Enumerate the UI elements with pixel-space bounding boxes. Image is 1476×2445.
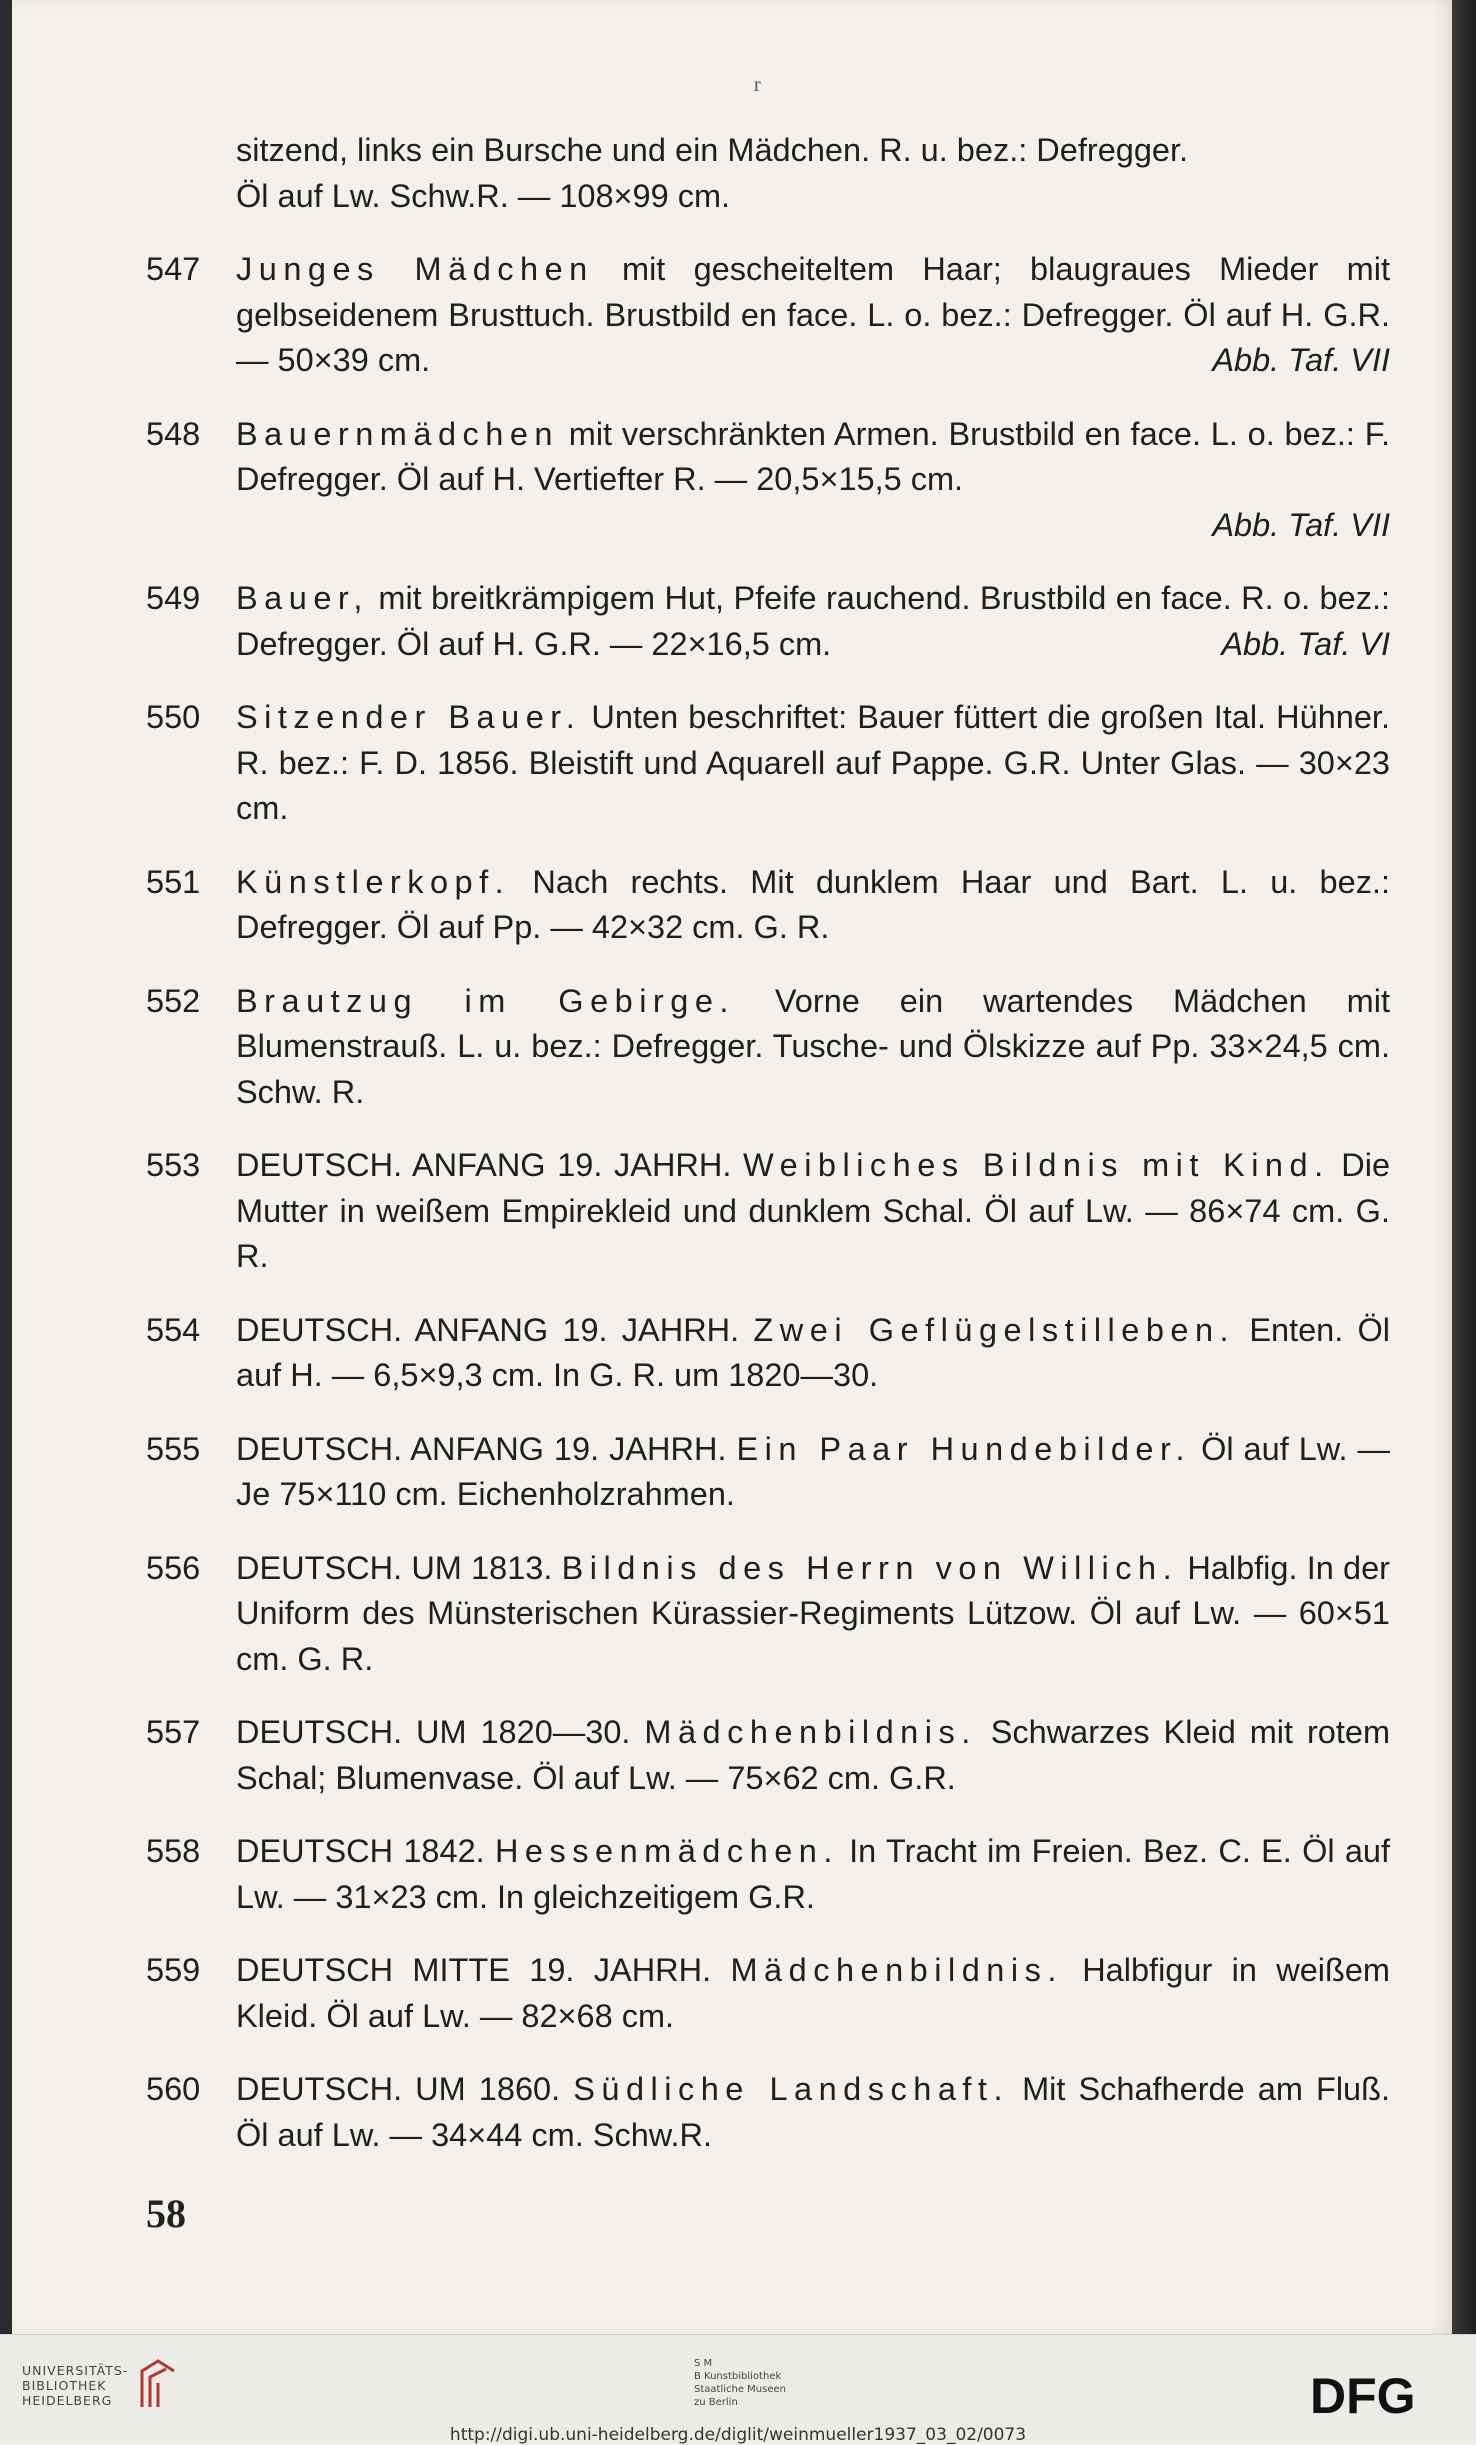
entry-text: In Tracht im Freien. Bez. C. E. Öl auf Lw. — 31×23 cm. In gleichzeitigem G.R.	[236, 1833, 1391, 1915]
dfg-logo[interactable]	[1310, 2369, 1454, 2419]
entry-attribution: DEUTSCH. ANFANG 19. JAHRH.	[236, 1311, 740, 1348]
entry-text: mit verschränkten Armen. Brustbild en face. L. o. bez.: F. Defregger. Öl auf H. Vertiefter R. — 20,5×15,5 cm.	[236, 415, 1390, 497]
entry-text: Öl auf Lw. — Je 75×110 cm. Eichenholzrahmen.	[236, 1430, 1390, 1512]
entry-number: 548	[146, 415, 201, 452]
catalog-entry-547	[146, 247, 1391, 384]
entry-number: 560	[146, 2071, 201, 2107]
logo-text-line: HEIDELBERG	[22, 2393, 113, 2408]
entry-attribution: DEUTSCH. UM 1813.	[236, 1549, 553, 1586]
plate-reference: Abb. Taf. VII	[1212, 342, 1390, 378]
page-mark: r	[754, 74, 761, 96]
catalog-entry-555	[146, 1427, 1390, 1518]
catalog-entry-548	[146, 412, 1390, 549]
entry-attribution: DEUTSCH. ANFANG 19. JAHRH.	[236, 1147, 732, 1183]
catalog-entry-559	[146, 1948, 1391, 2039]
entry-number: 559	[146, 1952, 201, 1988]
entry-number: 549	[146, 580, 201, 616]
logo-text-line: BIBLIOTHEK	[22, 2378, 107, 2393]
entry-text: Die Mutter in weißem Empirekleid und dunklem Schal. Öl auf Lw. — 86×74 cm. G. R.	[236, 1147, 1391, 1274]
page-number: 58	[146, 2191, 186, 2236]
logo-text-line: B Kunstbibliothek	[694, 2371, 782, 2382]
entry-text: mit gescheiteltem Haar; blaugraues Mieder mit gelbseidenem Brusttuch. Brustbild en face. L. o. bez.: Defregger. Öl auf H. G.R. — 50×39 cm.	[236, 251, 1391, 378]
entry-attribution: DEUTSCH. ANFANG 19. JAHRH.	[236, 1430, 727, 1467]
entry-line: sitzend, links ein Bursche und ein Mädchen. R. u. bez.: Defregger.	[236, 132, 1189, 168]
entry-title: Zwei Geflügelstilleben.	[753, 1311, 1236, 1348]
entry-text: Nach rechts. Mit dunklem Haar und Bart. L. u. bez.: Defregger. Öl auf Pp. — 42×32 cm. G. R.	[236, 863, 1390, 945]
logo-text-line: zu Berlin	[694, 2397, 738, 2408]
entry-attribution: DEUTSCH MITTE 19. JAHRH.	[236, 1952, 712, 1988]
entry-title: Junges Mädchen	[236, 251, 594, 287]
entry-number: 553	[146, 1147, 201, 1183]
logo-text-line: S M	[694, 2358, 713, 2369]
catalog-entry-550	[146, 695, 1390, 832]
entry-number: 550	[146, 699, 201, 735]
viewer-footer	[0, 2334, 1476, 2443]
entry-title: Bauernmädchen	[236, 415, 559, 452]
entry-number: 555	[146, 1430, 201, 1467]
entry-title: Südliche Landschaft.	[573, 2071, 1009, 2107]
entry-title: Künstlerkopf.	[236, 863, 511, 900]
entry-title: Ein Paar Hundebilder.	[736, 1430, 1192, 1467]
catalog-entry-560	[146, 2067, 1390, 2158]
scanned-page	[12, 0, 1460, 2334]
entry-text: mit breitkrämpigem Hut, Pfeife rauchend. Brustbild en face. R. o. bez.: Defregger. Öl auf H. G.R. — 22×16,5 cm.	[236, 580, 1390, 662]
entry-text: Schwarzes Kleid mit rotem Schal; Blumenvase. Öl auf Lw. — 75×62 cm. G.R.	[236, 1714, 1391, 1796]
catalog-entry-continued	[150, 128, 1390, 219]
university-seal-icon	[136, 2357, 180, 2413]
entry-text: Vorne ein wartendes Mädchen mit Blumenstrauß. L. u. bez.: Defregger. Tusche- und Ölskizze auf Pp. 33×24,5 cm. Schw. R.	[236, 982, 1390, 1110]
catalog-entry-551	[146, 860, 1390, 951]
entry-number: 547	[146, 251, 201, 287]
entry-title: Brautzug im Gebirge.	[236, 982, 735, 1019]
entry-text: Halbfigur in weißem Kleid. Öl auf Lw. — 82×68 cm.	[236, 1952, 1391, 2034]
logo-text-line: UNIVERSITÄTS-	[22, 2363, 129, 2378]
entry-number: 554	[146, 1311, 201, 1348]
logo-text-line: Staatliche Museen	[694, 2384, 786, 2395]
plate-reference: Abb. Taf. VII	[1212, 506, 1390, 543]
entry-attribution: DEUTSCH. UM 1820—30.	[236, 1714, 631, 1750]
entry-title: Bauer,	[236, 580, 369, 616]
entry-number: 556	[146, 1549, 201, 1586]
entry-line: Öl auf Lw. Schw.R. — 108×99 cm.	[236, 177, 731, 214]
catalog-entry-549	[146, 576, 1390, 667]
page-edge-shadow	[1452, 0, 1476, 2334]
entry-title: Mädchenbildnis.	[730, 1952, 1063, 1988]
entry-text: Enten. Öl auf H. — 6,5×9,3 cm. In G. R. um 1820—30.	[236, 1311, 1391, 1393]
catalog-entry-556	[146, 1546, 1390, 1683]
smb-kunstbibliothek-logo[interactable]	[694, 2357, 786, 2409]
catalog-entry-552	[146, 979, 1390, 1116]
entry-number: 551	[146, 863, 201, 900]
entry-number: 552	[146, 982, 201, 1019]
catalog-entry-557	[146, 1710, 1391, 1801]
svg-text:DFG: DFG	[1310, 2369, 1416, 2419]
entry-title: Weibliches Bildnis mit Kind.	[743, 1147, 1330, 1183]
entry-attribution: DEUTSCH 1842.	[236, 1833, 485, 1869]
entry-title: Hessenmädchen.	[494, 1833, 839, 1869]
entry-number: 557	[146, 1714, 201, 1750]
entry-text: Mit Schafherde am Fluß. Öl auf Lw. — 34×44 cm. Schw.R.	[236, 2071, 1390, 2153]
catalog-entries	[146, 128, 1391, 2186]
entry-text: Halbfig. In der Uniform des Münsterischen Kürassier-Regiments Lützow. Öl auf Lw. — 60×51 cm. G. R.	[236, 1549, 1390, 1677]
entry-attribution: DEUTSCH. UM 1860.	[236, 2071, 561, 2107]
plate-reference: Abb. Taf. VI	[1221, 625, 1390, 662]
catalog-entry-554	[146, 1308, 1391, 1399]
catalog-entry-553	[146, 1143, 1391, 1280]
catalog-entry-558	[146, 1829, 1391, 1920]
entry-title: Mädchenbildnis.	[644, 1714, 977, 1750]
entry-title: Sitzender Bauer.	[236, 699, 582, 735]
entry-title: Bildnis des Herrn von Willich.	[561, 1549, 1179, 1586]
entry-number: 558	[146, 1833, 201, 1869]
entry-text: Unten beschriftet: Bauer füttert die großen Ital. Hühner. R. bez.: F. D. 1856. Bleistift und Aquarell auf Pappe. G.R. Unter Glas. — 30×23 cm.	[236, 699, 1390, 826]
permalink-url[interactable]: http://digi.ub.uni-heidelberg.de/diglit/weinmueller1937_03_02/0073	[449, 2425, 1027, 2445]
